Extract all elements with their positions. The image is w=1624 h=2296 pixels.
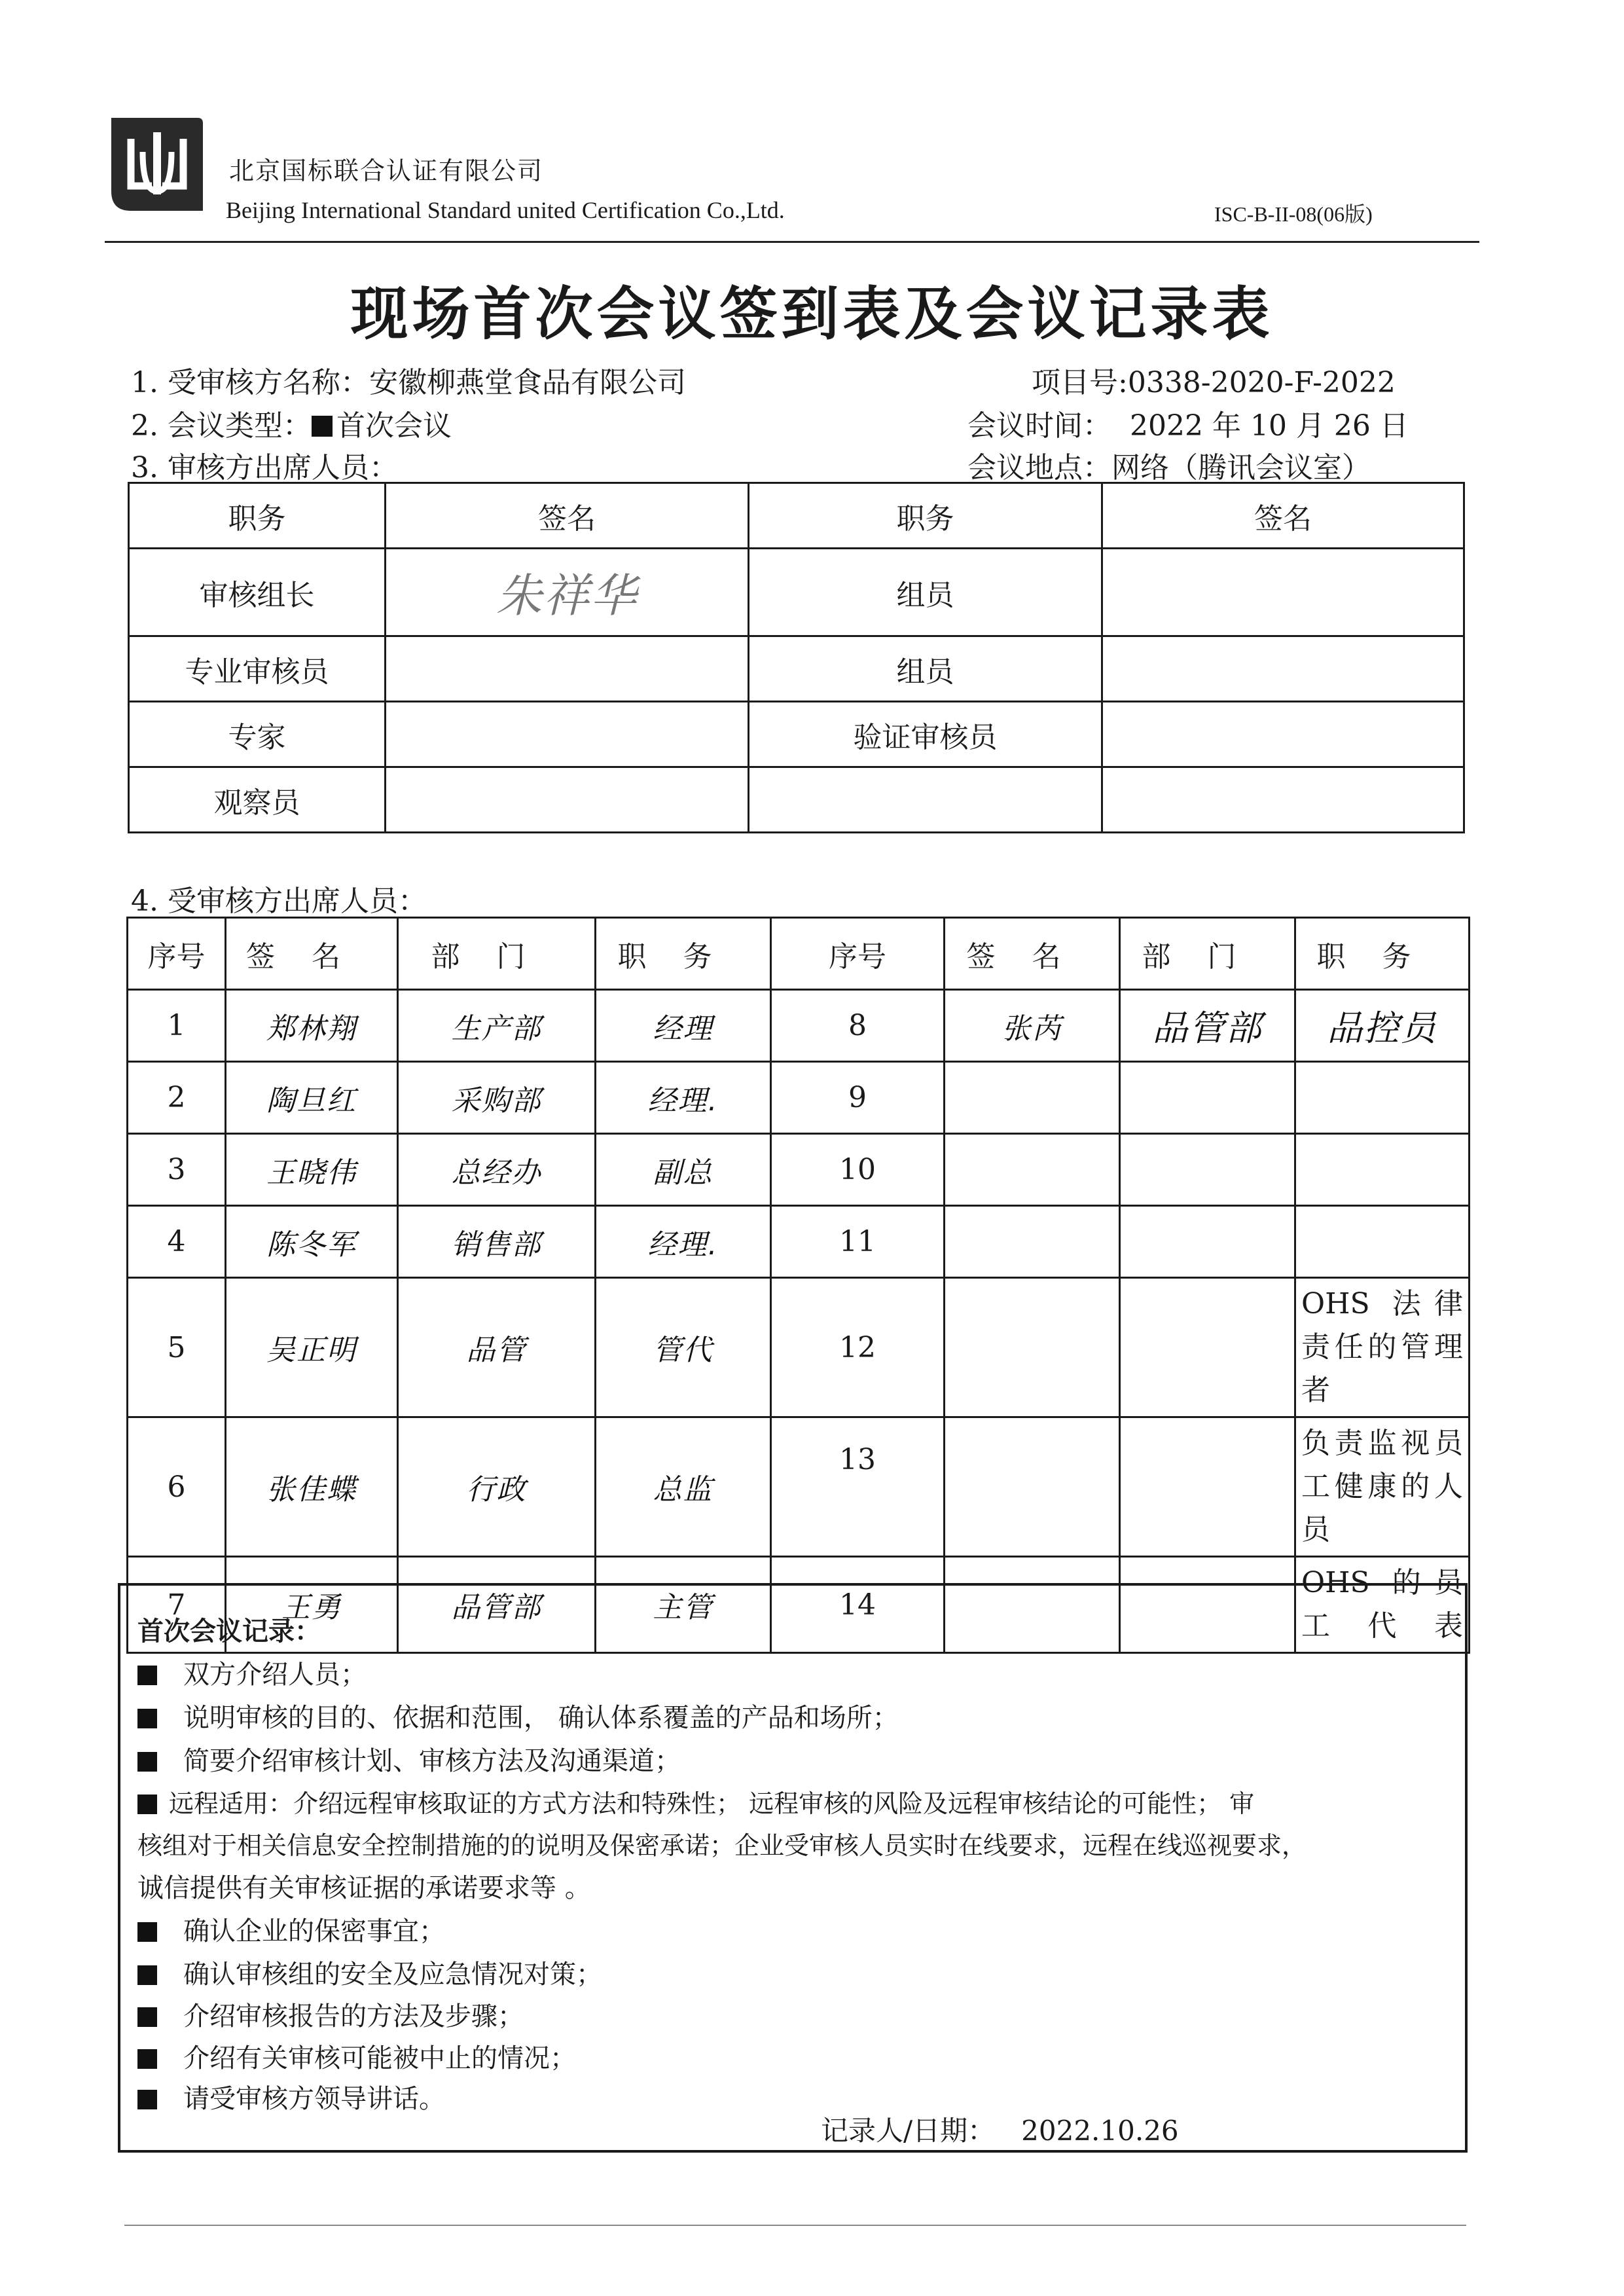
auditee-name-line	[131, 359, 686, 401]
checked-box-icon	[137, 1752, 157, 1772]
recorder-date: 2022.10.26	[1021, 2115, 1179, 2147]
department-cell	[1120, 1206, 1295, 1278]
auditee-name-label: 1. 受审核方名称：	[131, 366, 369, 399]
signature-cell	[1102, 549, 1464, 636]
minutes-item	[137, 2037, 576, 2075]
minutes-item	[137, 2078, 445, 2115]
signature-cell	[386, 767, 749, 833]
column-header: 序号	[771, 918, 945, 990]
minutes-item-text: 确认企业的保密事宜；	[183, 1916, 445, 1946]
duty-cell: 总监	[596, 1417, 771, 1557]
minutes-item-continued: 核组对于相关信息安全控制措施的的说明及保密承诺；企业受审核人员实时在线要求，远程在线巡视要求，	[137, 1831, 1307, 1860]
role-cell: 专业审核员	[129, 636, 386, 702]
serial-cell: 9	[771, 1062, 945, 1134]
department-cell: 品管	[398, 1278, 596, 1417]
meeting-minutes-box	[118, 1583, 1468, 2153]
header-divider	[105, 241, 1479, 243]
meeting-place-value: 网络（腾讯会议室）	[1111, 451, 1371, 484]
role-cell: 组员	[749, 636, 1102, 702]
duty-note-cell: 负责监视员工健康的人员	[1295, 1417, 1470, 1557]
serial-cell: 14	[771, 1557, 945, 1653]
company-name-cn: 北京国标联合认证有限公司	[229, 156, 544, 185]
signature-cell	[1102, 702, 1464, 767]
role-cell: 验证审核员	[749, 702, 1102, 767]
meeting-time-line	[967, 402, 1409, 444]
column-header: 职务	[749, 483, 1102, 549]
meeting-type-label: 2. 会议类型：	[131, 409, 312, 443]
checked-box-icon	[137, 1709, 157, 1728]
minutes-item	[137, 1654, 367, 1691]
minutes-item-text: 介绍审核报告的方法及步骤；	[183, 2001, 524, 2032]
column-header: 职务	[129, 483, 386, 549]
serial-cell: 13	[771, 1417, 945, 1557]
duty-cell: 管代	[596, 1278, 771, 1417]
serial-cell: 3	[128, 1134, 226, 1206]
form-number: ISC-B-II-08(06版)	[1214, 202, 1373, 226]
department-cell	[1120, 1134, 1295, 1206]
meeting-place-label: 会议地点：	[967, 451, 1111, 484]
signature-cell	[945, 1206, 1120, 1278]
serial-cell: 6	[128, 1417, 226, 1557]
checked-box-icon	[137, 2090, 157, 2109]
minutes-item-continued: 诚信提供有关审核证据的承诺要求等 。	[137, 1873, 591, 1903]
duty-cell	[1295, 1062, 1470, 1134]
serial-cell: 12	[771, 1278, 945, 1417]
table-header-row	[129, 483, 1464, 549]
duty-cell: 副总	[596, 1134, 771, 1206]
serial-cell: 10	[771, 1134, 945, 1206]
project-number-line	[1032, 359, 1396, 401]
meeting-time-label: 会议时间：	[967, 409, 1111, 443]
department-cell	[1120, 1417, 1295, 1557]
checked-box-icon	[137, 1666, 157, 1685]
department-cell	[1120, 1062, 1295, 1134]
auditor-sign-in-table	[128, 482, 1465, 833]
footer-divider	[124, 2225, 1466, 2226]
minutes-item-text: 双方介绍人员；	[183, 1660, 367, 1690]
meeting-place-line	[967, 444, 1371, 486]
minutes-item	[137, 1783, 1254, 1819]
department-cell: 品管部	[1120, 990, 1295, 1062]
duty-cell: 主管	[596, 1557, 771, 1653]
company-name-en: Beijing International Standard united Certification Co.,Ltd.	[226, 197, 785, 223]
signature-cell: 王晓伟	[226, 1134, 398, 1206]
signature-cell: 吴正明	[226, 1278, 398, 1417]
minutes-item	[137, 1910, 445, 1948]
minutes-item	[137, 1954, 602, 1991]
signature-cell	[945, 1278, 1120, 1417]
serial-cell: 8	[771, 990, 945, 1062]
auditee-sign-in-table	[126, 917, 1470, 1654]
signature-cell	[386, 636, 749, 702]
signature-cell: 郑林翔	[226, 990, 398, 1062]
department-cell: 行政	[398, 1417, 596, 1557]
column-header: 签名	[945, 918, 1120, 990]
department-cell	[1120, 1278, 1295, 1417]
page-title: 现场首次会议签到表及会议记录表	[350, 280, 1274, 348]
project-number-label: 项目号:	[1032, 366, 1128, 399]
signature-cell: 陶旦红	[226, 1062, 398, 1134]
department-cell: 采购部	[398, 1062, 596, 1134]
role-cell	[749, 767, 1102, 833]
column-header: 职务	[596, 918, 771, 990]
table-row	[129, 702, 1464, 767]
duty-cell: 经理	[596, 990, 771, 1062]
signature-cell: 王勇	[226, 1557, 398, 1653]
department-cell: 总经办	[398, 1134, 596, 1206]
column-header: 序号	[128, 918, 226, 990]
signature-cell	[945, 1134, 1120, 1206]
table-row	[128, 1206, 1470, 1278]
signature-cell	[386, 702, 749, 767]
department-cell: 销售部	[398, 1206, 596, 1278]
signature-cell: 朱祥华	[386, 549, 749, 636]
serial-cell: 7	[128, 1557, 226, 1653]
minutes-title: 首次会议记录：	[137, 1616, 321, 1647]
column-header: 部门	[1120, 918, 1295, 990]
signature-cell: 陈冬军	[226, 1206, 398, 1278]
duty-cell: 品控员	[1295, 990, 1470, 1062]
column-header: 签名	[1102, 483, 1464, 549]
isc-logo-icon	[105, 113, 209, 217]
checked-box-icon	[137, 1795, 157, 1814]
duty-cell	[1295, 1134, 1470, 1206]
role-cell: 专家	[129, 702, 386, 767]
minutes-item-text: 介绍有关审核可能被中止的情况；	[183, 2043, 576, 2073]
checked-box-icon	[137, 1965, 157, 1985]
duty-cell: 经理.	[596, 1206, 771, 1278]
recorder-label: 记录人/日期：	[821, 2115, 996, 2147]
minutes-item-text: 简要介绍审核计划、审核方法及沟通渠道；	[183, 1746, 681, 1776]
table-row	[128, 1278, 1470, 1417]
minutes-item	[137, 1740, 681, 1777]
department-cell: 生产部	[398, 990, 596, 1062]
table-header-row	[128, 918, 1470, 990]
column-header: 签名	[226, 918, 398, 990]
minutes-item	[137, 1697, 899, 1734]
auditee-attendees-label: 4. 受审核方出席人员：	[131, 884, 427, 918]
meeting-type-line	[131, 402, 452, 444]
auditee-name-value: 安徽柳燕堂食品有限公司	[369, 366, 686, 399]
table-row	[128, 1134, 1470, 1206]
project-number-value: 0338-2020-F-2022	[1127, 366, 1396, 399]
checked-box-icon	[137, 2007, 157, 2027]
checked-box-icon	[137, 2049, 157, 2069]
signature-cell: 张佳蝶	[226, 1417, 398, 1557]
recorder-line	[821, 2109, 1179, 2149]
checked-box-icon	[137, 1922, 157, 1942]
column-header: 签名	[386, 483, 749, 549]
serial-cell: 4	[128, 1206, 226, 1278]
role-cell: 审核组长	[129, 549, 386, 636]
table-row	[128, 990, 1470, 1062]
serial-cell: 5	[128, 1278, 226, 1417]
table-row	[128, 1417, 1470, 1557]
role-cell: 组员	[749, 549, 1102, 636]
column-header: 部门	[398, 918, 596, 990]
minutes-item-text: 确认审核组的安全及应急情况对策；	[183, 1959, 602, 1990]
duty-note-cell: OHS 法律责任的管理者	[1295, 1278, 1470, 1417]
signature-cell: 张芮	[945, 990, 1120, 1062]
table-row	[129, 549, 1464, 636]
auditor-attendees-label: 3. 审核方出席人员：	[131, 451, 398, 484]
minutes-item	[137, 1995, 524, 2033]
duty-cell: 经理.	[596, 1062, 771, 1134]
duty-cell	[1295, 1206, 1470, 1278]
table-row	[129, 767, 1464, 833]
table-row	[129, 636, 1464, 702]
meeting-type-value: 首次会议	[336, 409, 452, 443]
serial-cell: 2	[128, 1062, 226, 1134]
role-cell: 观察员	[129, 767, 386, 833]
minutes-item-text: 远程适用：介绍远程审核取证的方式方法和特殊性； 远程审核的风险及远程审核结论的可能性； 审	[169, 1789, 1255, 1818]
signature-cell	[1102, 636, 1464, 702]
duty-note-cell: OHS 的员工代表	[1295, 1557, 1470, 1653]
department-cell: 品管部	[398, 1557, 596, 1653]
signature-cell	[945, 1062, 1120, 1134]
meeting-time-value: 2022 年 10 月 26 日	[1130, 409, 1409, 443]
signature-cell	[1102, 767, 1464, 833]
column-header: 职务	[1295, 918, 1470, 990]
signature-cell	[945, 1417, 1120, 1557]
checked-box-icon	[312, 416, 333, 437]
serial-cell: 11	[771, 1206, 945, 1278]
table-row	[128, 1062, 1470, 1134]
minutes-item-text: 说明审核的目的、依据和范围， 确认体系覆盖的产品和场所；	[183, 1703, 899, 1733]
minutes-item-text: 请受审核方领导讲话。	[183, 2084, 445, 2114]
serial-cell: 1	[128, 990, 226, 1062]
